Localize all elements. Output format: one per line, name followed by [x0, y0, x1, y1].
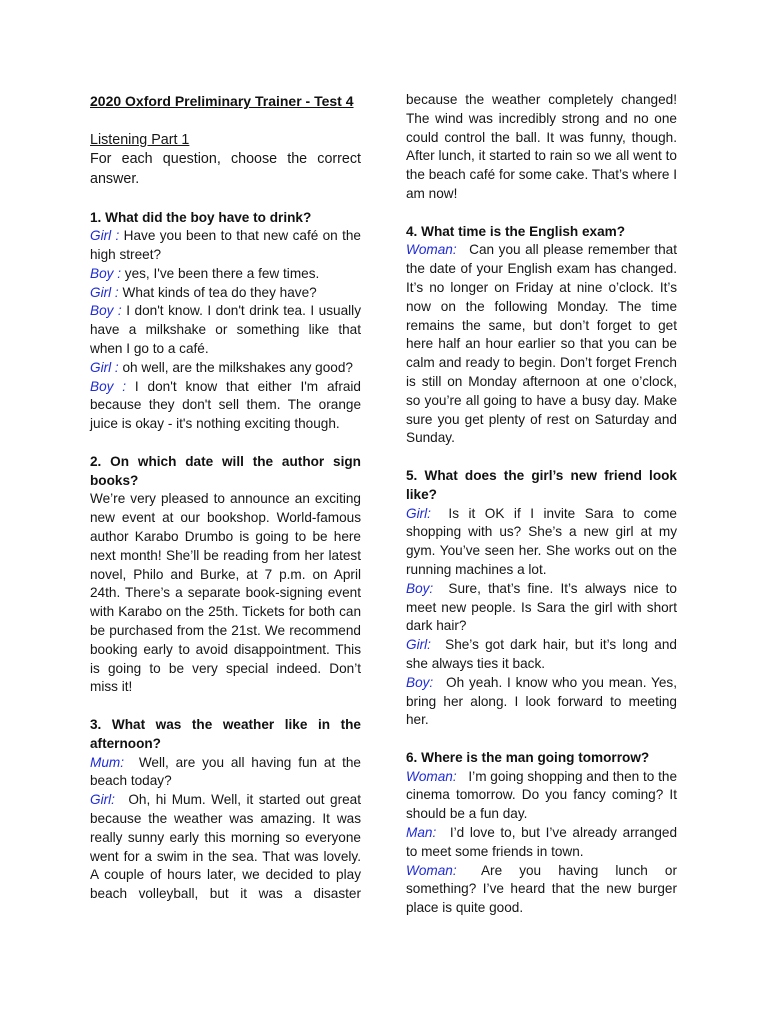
- speaker-label: Boy :: [90, 303, 122, 319]
- turn-text: yes, I've been there a few times.: [124, 265, 320, 281]
- dialogue-turn: [406, 824, 677, 862]
- dialogue-turn: [90, 302, 361, 358]
- speaker-label: Boy :: [90, 265, 121, 281]
- question-1: [90, 209, 361, 435]
- turn-text: What kinds of tea do they have?: [122, 284, 317, 300]
- dialogue-turn: [406, 862, 677, 918]
- speaker-label: Man:: [406, 825, 437, 841]
- question-6: [406, 749, 677, 918]
- speaker-label: Girl :: [90, 284, 119, 300]
- turn-text: Oh, hi Mum. Well, it started out great because the weather was amazing. It was really sunny early this morning so everyone went for a swim in the sea. That was lovely. A couple of hours later, we decided to play beach volleyball, but it was a disaster: [90, 792, 361, 902]
- turn-text: Is it OK if I invite Sara to come shopping with us? She’s a new girl at my gym. You’ve seen her. She works out on the running machines a lot.: [406, 505, 677, 577]
- spacer: [406, 730, 677, 749]
- speaker-label: Girl:: [406, 505, 431, 521]
- dialogue-turn: [90, 791, 361, 904]
- instructions: For each question, choose the correct answer.: [90, 151, 361, 187]
- spacer: [90, 111, 361, 131]
- turn-text: She’s got dark hair, but it’s long and she always ties it back.: [406, 637, 677, 671]
- speaker-label: Girl :: [90, 228, 120, 244]
- spacer: [90, 189, 361, 209]
- spacer: [90, 697, 361, 716]
- speaker-label: Boy :: [90, 378, 127, 394]
- spacer: [406, 448, 677, 467]
- turn-text: I’d love to, but I’ve already arranged to meet some friends in town.: [406, 825, 678, 859]
- right-column: [406, 91, 677, 918]
- speaker-label: Boy:: [406, 580, 434, 596]
- spacer: [90, 434, 361, 453]
- turn-text: Are you having lunch or something? I’ve heard that the new burger place is quite good.: [406, 862, 678, 916]
- speaker-label: Woman:: [406, 862, 457, 878]
- question-3: [90, 716, 361, 904]
- dialogue-turn: [406, 505, 677, 580]
- speaker-label: Girl :: [90, 359, 119, 375]
- question-1-heading: 1. What did the boy have to drink?: [90, 209, 312, 225]
- document-title: 2020 Oxford Preliminary Trainer - Test 4: [90, 93, 354, 109]
- dialogue-turn: [406, 636, 677, 674]
- question-4-heading: 4. What time is the English exam?: [406, 223, 626, 239]
- dialogue-turn: [406, 674, 677, 730]
- turn-text: Sure, that’s fine. It’s always nice to meet new people. Is Sara the girl with short dark hair?: [406, 580, 677, 634]
- speaker-label: Woman:: [406, 768, 457, 784]
- dialogue-turn: [406, 241, 677, 448]
- turn-text: oh well, are the milkshakes any good?: [122, 359, 353, 375]
- left-column: [90, 91, 361, 904]
- dialogue-turn: [90, 754, 361, 792]
- speaker-label: Mum:: [90, 754, 124, 770]
- question-4: [406, 223, 677, 449]
- speaker-label: Girl:: [90, 792, 115, 808]
- speaker-label: Boy:: [406, 674, 434, 690]
- turn-text: I’m going shopping and then to the cinema tomorrow. Do you fancy coming? It should be a fun day.: [406, 768, 677, 822]
- dialogue-turn: [90, 284, 361, 303]
- dialogue-turn: [406, 768, 677, 824]
- part-heading: Listening Part 1: [90, 131, 190, 148]
- turn-text: I don't know. I don't drink tea. I usually have a milkshake or something like that when I go to a café.: [90, 303, 361, 357]
- speaker-label: Woman:: [406, 242, 457, 258]
- turn-text: Have you been to that new café on the high street?: [90, 228, 361, 263]
- question-2: [90, 453, 361, 697]
- dialogue-turn: [90, 378, 361, 434]
- turn-text: Oh yeah. I know who you mean. Yes, bring her along. I look forward to meeting her.: [406, 674, 677, 728]
- question-5-heading: 5. What does the girl’s new friend look like?: [406, 467, 677, 502]
- turn-text: Well, are you all having fun at the beach today?: [90, 754, 361, 789]
- dialogue-turn: [406, 580, 677, 636]
- speaker-label: Girl:: [406, 637, 431, 653]
- turn-text: I don't know that either I'm afraid because they don't sell them. The orange juice is okay - it's nothing exciting though.: [90, 378, 361, 432]
- announcement-text: We’re very pleased to announce an exciting new event at our bookshop. World-famous author Karabo Drumbo is going to be here next month! She’ll be reading from her latest novel, Philo and Burke, at 7 p.m. on April 24th. There’s a separate book-signing event with Karabo on the 25th. Tickets for both can be purchased from the 21st. We recommend booking early to avoid disappointment. This is going to be very special indeed. Don’t miss it!: [90, 491, 361, 695]
- dialogue-turn: [90, 359, 361, 378]
- dialogue-turn: [90, 265, 361, 284]
- question-5: [406, 467, 677, 730]
- dialogue-turn: [90, 227, 361, 265]
- question-2-heading: 2. On which date will the author sign books?: [90, 453, 361, 488]
- turn-text-continued: because the weather completely changed! The wind was incredibly strong and no one could control the ball. It was funny, though. After lunch, it started to rain so we all went to the beach café for some cake. That’s where I am now!: [406, 92, 677, 201]
- question-3-heading: 3. What was the weather like in the afternoon?: [90, 717, 361, 751]
- spacer: [406, 204, 677, 223]
- question-6-heading: 6. Where is the man going tomorrow?: [406, 749, 650, 765]
- turn-text: Can you all please remember that the date of your English exam has changed. It’s no longer on Friday at nine o’clock. It’s now on the following Monday. The time remains the same, but don’t forget to get here half an hour earlier so that you can be calm and ready to begin. Don’t forget French is still on Monday afternoon at one o’clock, so you’re all going to have a busy day. Make sure you get plenty of rest on Saturday and Sunday.: [406, 242, 677, 446]
